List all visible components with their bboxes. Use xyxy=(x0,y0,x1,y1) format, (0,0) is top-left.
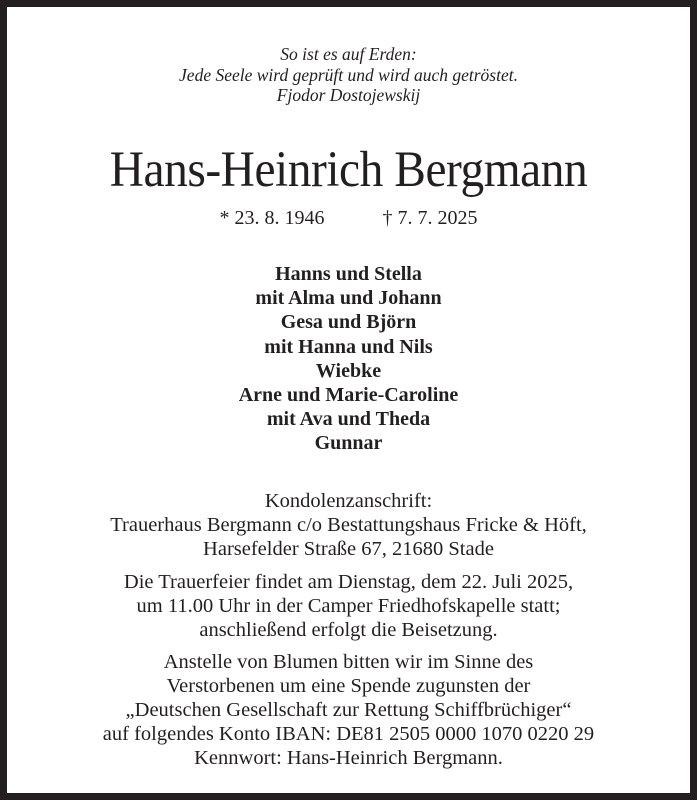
deceased-name: Hans-Heinrich Bergmann xyxy=(109,142,588,198)
donation-line: Anstelle von Blumen bitten wir im Sinne des xyxy=(163,651,534,673)
mourner-line: mit Alma und Johann xyxy=(255,287,442,310)
condolence-line: Harsefelder Straße 67, 21680 Stade xyxy=(203,538,494,560)
mourner-line: Gesa und Björn xyxy=(280,311,417,334)
birth-date: * 23. 8. 1946 xyxy=(219,207,325,229)
donation-line: Verstorbenen um eine Spende zugunsten der xyxy=(166,675,531,697)
quote-author: Fjodor Dostojewskij xyxy=(276,85,421,105)
donation-request xyxy=(7,650,690,770)
ceremony-line: Die Trauerfeier findet am Dienstag, dem 22. Juli 2025, xyxy=(123,571,574,593)
death-date: † 7. 7. 2025 xyxy=(382,207,478,229)
mourner-line: Hanns und Stella xyxy=(275,263,422,285)
epigraph-quote xyxy=(7,44,690,106)
mourner-line: mit Ava und Theda xyxy=(266,408,431,431)
funeral-ceremony-info xyxy=(7,570,690,642)
donation-line: „Deutschen Gesellschaft zur Rettung Schiffbrüchiger“ xyxy=(125,699,572,721)
mourner-line: Arne und Marie-Caroline xyxy=(238,384,459,407)
condolence-heading: Kondolenzanschrift: xyxy=(264,490,433,512)
ceremony-line: anschließend erfolgt die Beisetzung. xyxy=(199,619,498,641)
life-dates xyxy=(7,206,690,230)
quote-line: Jede Seele wird geprüft und wird auch getröstet. xyxy=(179,64,518,85)
ceremony-line: um 11.00 Uhr in der Camper Friedhofskapelle statt; xyxy=(136,595,561,617)
mourner-line: Wiebke xyxy=(315,359,382,382)
condolence-address xyxy=(7,489,690,561)
mourner-line: mit Hanna und Nils xyxy=(264,335,433,358)
condolence-line: Trauerhaus Bergmann c/o Bestattungshaus Fricke & Höft, xyxy=(110,514,587,536)
donation-iban: auf folgendes Konto IBAN: DE81 2505 0000 1070 0220 29 xyxy=(102,723,595,745)
quote-line: So ist es auf Erden: xyxy=(280,44,417,64)
donation-keyword: Kennwort: Hans-Heinrich Bergmann. xyxy=(194,747,503,769)
mourners-list xyxy=(7,262,690,456)
mourner-line: Gunnar xyxy=(314,432,383,455)
